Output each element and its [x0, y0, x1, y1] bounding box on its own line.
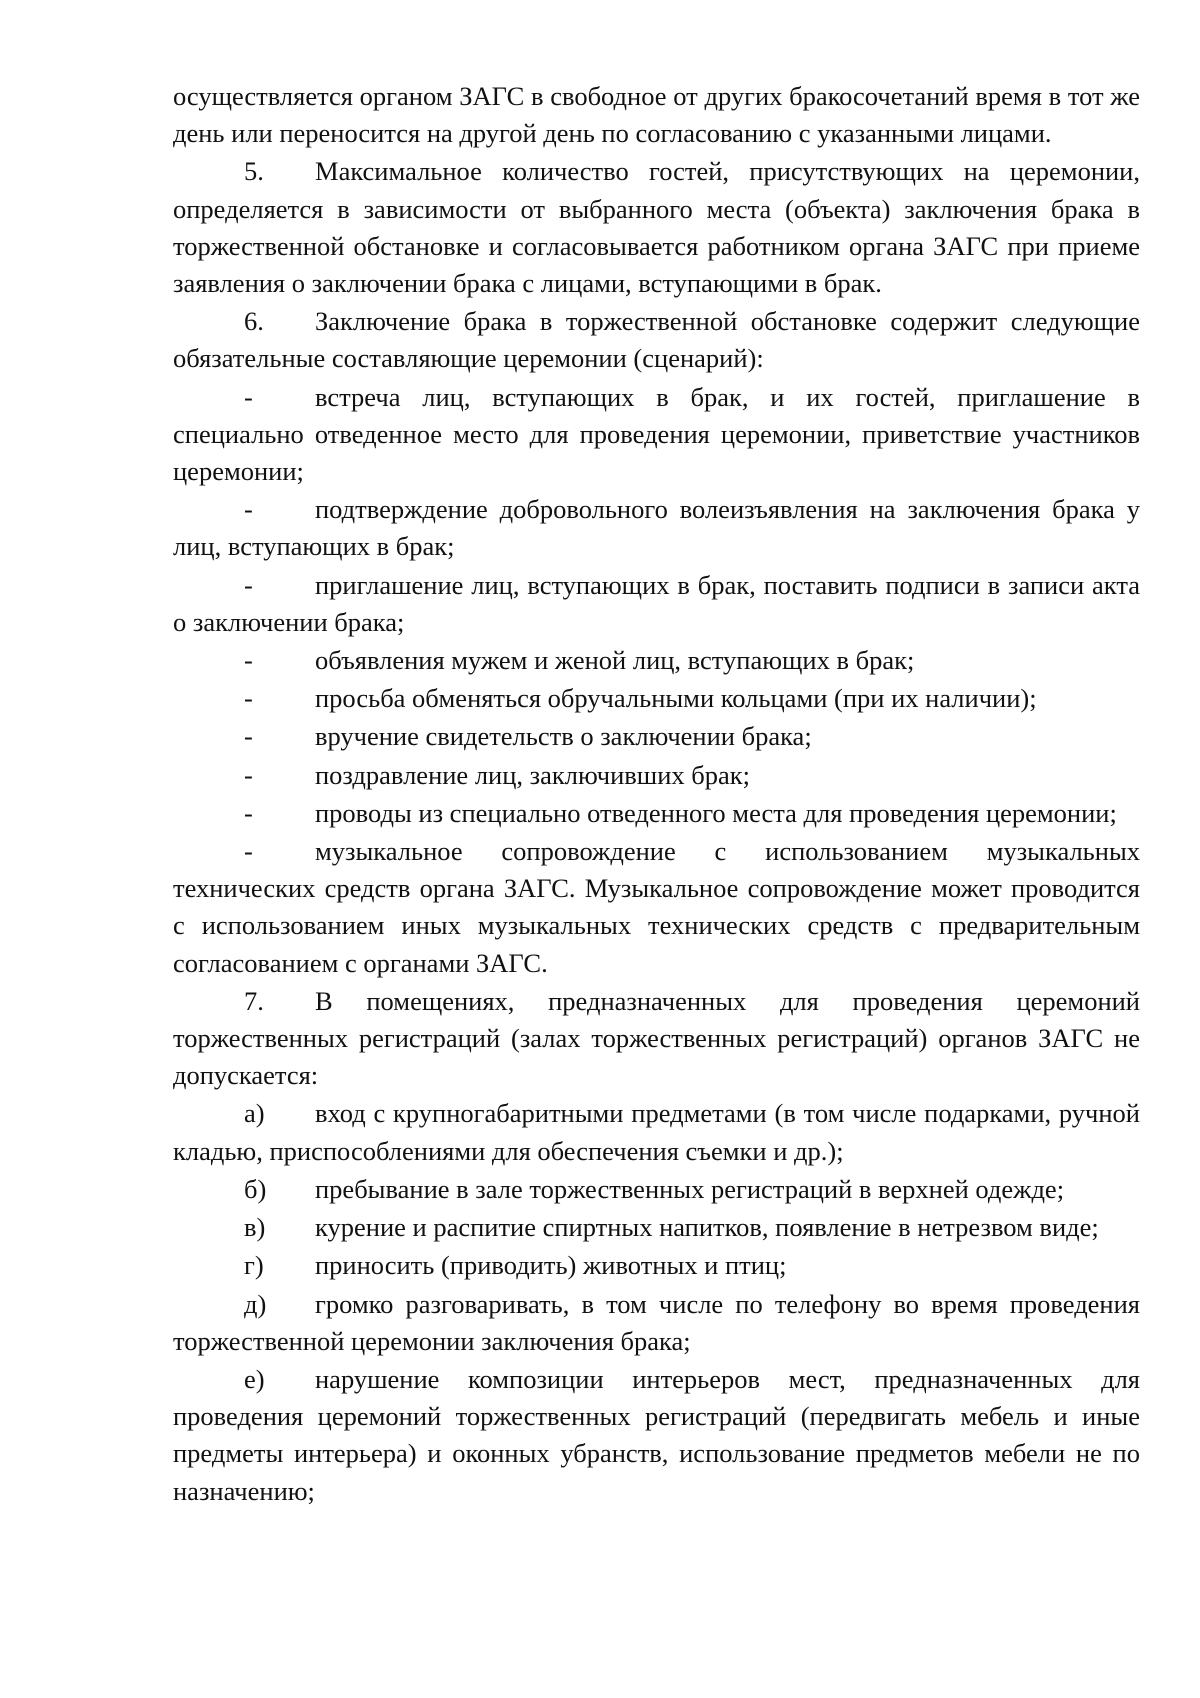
list-item	[173, 680, 1140, 717]
subclause-v	[173, 1209, 1140, 1246]
dash-marker: -	[244, 759, 253, 790]
subclause-text: нарушение композиции интерьеров мест, предназначенных для проведения церемоний торжественных регистраций (передвигать мебель и иные предметы интерьера) и оконных убранств, использование предметов мебели не по назначению;	[173, 1363, 1140, 1506]
list-item	[173, 718, 1140, 755]
list-item-text: просьба обменяться обручальными кольцами (при их наличии);	[315, 683, 1037, 714]
list-item	[173, 491, 1140, 565]
subclause-text: вход с крупногабаритными предметами (в том числе подарками, ручной кладью, приспособлениями для обеспечения съемки и др.);	[173, 1098, 1140, 1166]
dash-marker: -	[244, 683, 253, 714]
list-item	[173, 757, 1140, 794]
list-item-text: музыкальное сопровождение с использованием музыкальных технических средств органа ЗАГС. Музыкальное сопровождение может проводится с использованием иных музыкальных технических средств с предварительным согласованием с органами ЗАГС.	[173, 836, 1140, 978]
dash-marker: -	[244, 797, 253, 828]
clause-7	[173, 983, 1140, 1095]
subclause-a	[173, 1095, 1140, 1169]
dash-marker: -	[244, 494, 253, 525]
subclause-text: приносить (приводить) животных и птиц;	[315, 1250, 787, 1281]
list-item	[173, 379, 1140, 491]
clause-number: 6.	[244, 306, 264, 337]
subclause-d	[173, 1286, 1140, 1360]
letter-marker: д)	[244, 1288, 267, 1319]
letter-marker: в)	[244, 1212, 266, 1243]
dash-marker: -	[244, 381, 253, 412]
letter-marker: а)	[244, 1098, 265, 1129]
list-item	[173, 567, 1140, 641]
dash-marker: -	[244, 836, 253, 867]
subclause-text: громко разговаривать, в том числе по телефону во время проведения торжественной церемонии заключения брака;	[173, 1288, 1140, 1356]
subclause-text: курение и распитие спиртных напитков, появление в нетрезвом виде;	[315, 1212, 1099, 1243]
subclause-b	[173, 1171, 1140, 1208]
subclause-g	[173, 1247, 1140, 1284]
clause-text: Заключение брака в торжественной обстановке содержит следующие обязательные составляющие церемонии (сценарий):	[173, 306, 1140, 374]
paragraph-text: осуществляется органом ЗАГС в свободное от других бракосочетаний время в тот же день или переносится на другой день по согласованию с указанными лицами.	[173, 81, 1140, 149]
list-item-text: подтверждение добровольного волеизъявления на заключения брака у лиц, вступающих в брак;	[173, 494, 1140, 562]
subclause-e	[173, 1361, 1140, 1510]
letter-marker: б)	[244, 1173, 267, 1204]
list-item-text: приглашение лиц, вступающих в брак, поставить подписи в записи акта о заключении брака;	[173, 569, 1140, 637]
list-item-text: вручение свидетельств о заключении брака;	[315, 721, 812, 752]
list-item-text: встреча лиц, вступающих в брак, и их гостей, приглашение в специально отведенное место для проведения церемонии, приветствие участников церемонии;	[173, 381, 1140, 487]
clause-text: В помещениях, предназначенных для проведения церемоний торжественных регистраций (залах торжественных регистраций) органов ЗАГС не допускается:	[173, 985, 1140, 1091]
list-item	[173, 642, 1140, 679]
list-item	[173, 833, 1140, 982]
letter-marker: г)	[244, 1250, 264, 1281]
dash-marker: -	[244, 569, 253, 600]
list-item	[173, 795, 1140, 832]
clause-text: Максимальное количество гостей, присутствующих на церемонии, определяется в зависимости от выбранного места (объекта) заключения брака в торжественной обстановке и согласовывается работником органа ЗАГС при приеме заявления о заключении брака с лицами, вступающими в брак.	[173, 156, 1140, 299]
list-item-text: проводы из специально отведенного места для проведения церемонии;	[315, 797, 1117, 828]
clause-5	[173, 153, 1140, 302]
clause-number: 5.	[244, 156, 264, 187]
clause-number: 7.	[244, 985, 264, 1016]
list-item-text: поздравление лиц, заключивших брак;	[315, 759, 750, 790]
paragraph-continuation	[173, 78, 1140, 152]
dash-marker: -	[244, 721, 253, 752]
list-item-text: объявления мужем и женой лиц, вступающих в брак;	[315, 645, 915, 676]
clause-6	[173, 303, 1140, 377]
dash-marker: -	[244, 645, 253, 676]
subclause-text: пребывание в зале торжественных регистраций в верхней одежде;	[315, 1173, 1065, 1204]
letter-marker: е)	[244, 1363, 265, 1394]
